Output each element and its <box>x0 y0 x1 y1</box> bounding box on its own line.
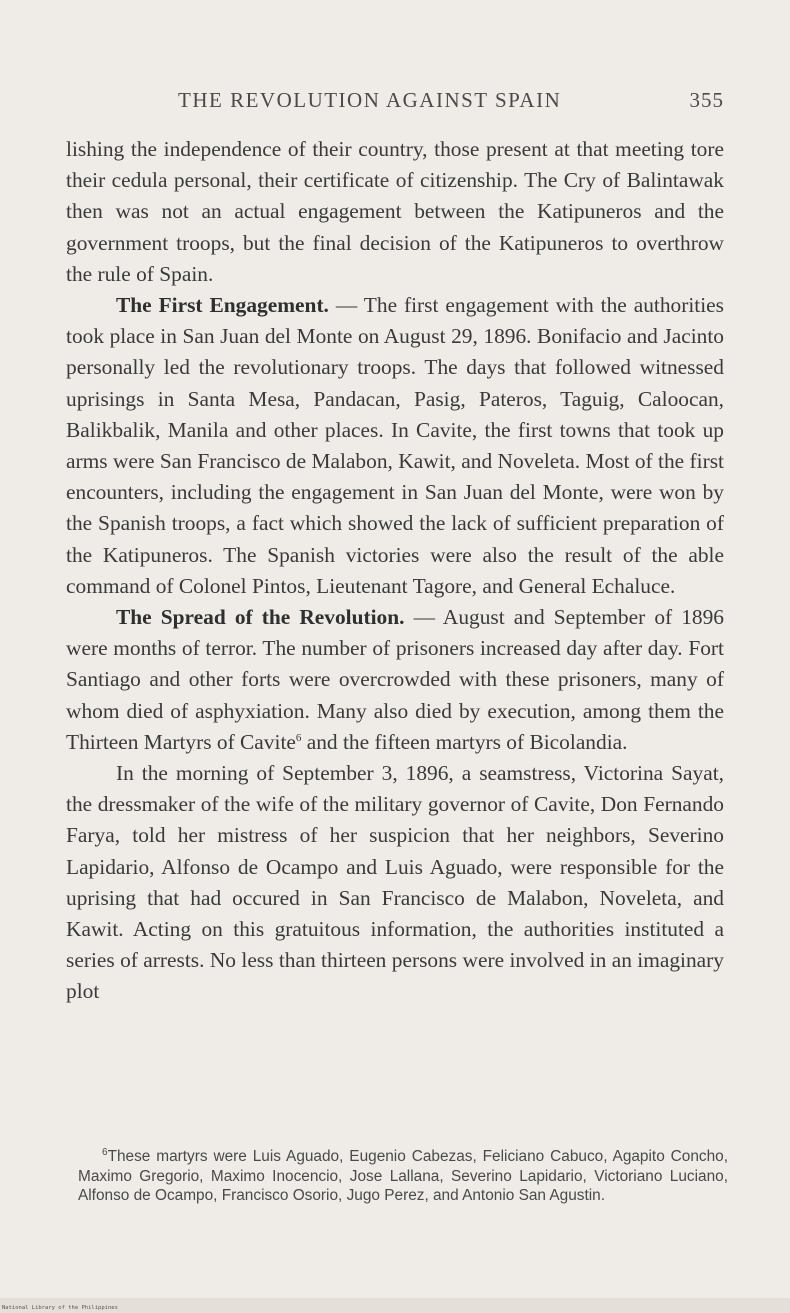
paragraph-4-text: In the morning of September 3, 1896, a seamstress, Victorina Sayat, the dressmaker of the wife of the military governor of Cavite, Don Fernando Farya, told her mistress of her suspicion that her neighbors, Severino Lapidario, Alfonso de Ocampo and Luis Aguado, were responsible for the uprising that had occured in San Francisco de Malabon, Noveleta, and Kawit. Acting on this gratuitous information, the authorities instituted a series of arrests. No less than thirteen persons were involved in an imaginary plot <box>66 761 724 1004</box>
footnote-reference: 6 <box>295 731 302 744</box>
paragraph-first-engagement <box>66 290 724 602</box>
page-number: 355 <box>689 88 724 112</box>
library-credit: National Library of the Philippines <box>2 1305 118 1311</box>
running-title: THE REVOLUTION AGAINST SPAIN <box>178 88 562 112</box>
footnote-marker: 6 <box>102 1147 108 1158</box>
paragraph-3-text-a: — August and September of 1896 were months of terror. The number of prisoners increased day after day. Fort Santiago and other forts were overcrowded with these prisoners, many of whom died of asphyxiation. Many also died by execution, among them the Thirteen Martyrs of Cavite <box>66 605 725 754</box>
paragraph-1-text: lishing the independence of their country, those present at that meeting tore their cedula personal, their certificate of citizenship. The Cry of Balintawak then was not an actual engagement between the Katipuneros and the government troops, but the final decision of the Katipuneros to overthrow the rule of Spain. <box>66 137 724 286</box>
body-text <box>66 134 724 1008</box>
paragraph-2-text: — The first engagement with the authorities took place in San Juan del Monte on August 29, 1896. Bonifacio and Jacinto personally led the revolutionary troops. The days that followed witnessed uprisings in Santa Mesa, Pandacan, Pasig, Pateros, Taguig, Caloocan, Balikbalik, Manila and other places. In Cavite, the first towns that took up arms were San Francisco de Malabon, Kawit, and Noveleta. Most of the first encounters, including the engagement in San Juan del Monte, were won by the Spanish troops, a fact which showed the lack of sufficient preparation of the Katipuneros. The Spanish victories were also the result of the able command of Colonel Pintos, Lieutenant Tagore, and General Echaluce. <box>66 293 724 598</box>
footnote-text: These martyrs were Luis Aguado, Eugenio Cabezas, Feliciano Cabuco, Agapito Concho, Maximo Gregorio, Maximo Inocencio, Jose Lallana, Severino Lapidario, Victoriano Luciano, Alfonso de Ocampo, Francisco Osorio, Jugo Perez, and Antonio San Agustin. <box>78 1148 728 1205</box>
paragraph-spread-of-revolution <box>66 602 724 758</box>
paragraph-continuation <box>66 134 724 290</box>
footnote <box>78 1147 728 1206</box>
paragraph-september-arrests <box>66 758 724 1008</box>
paragraph-3-text-b: and the fifteen martyrs of Bicolandia. <box>301 729 628 754</box>
section-heading-spread-of-revolution: The Spread of the Revolution. <box>116 605 405 630</box>
running-head <box>66 88 724 118</box>
footnote-paragraph <box>78 1147 728 1206</box>
page-bottom-edge <box>0 1298 790 1313</box>
section-heading-first-engagement: The First Engagement. <box>116 293 329 318</box>
